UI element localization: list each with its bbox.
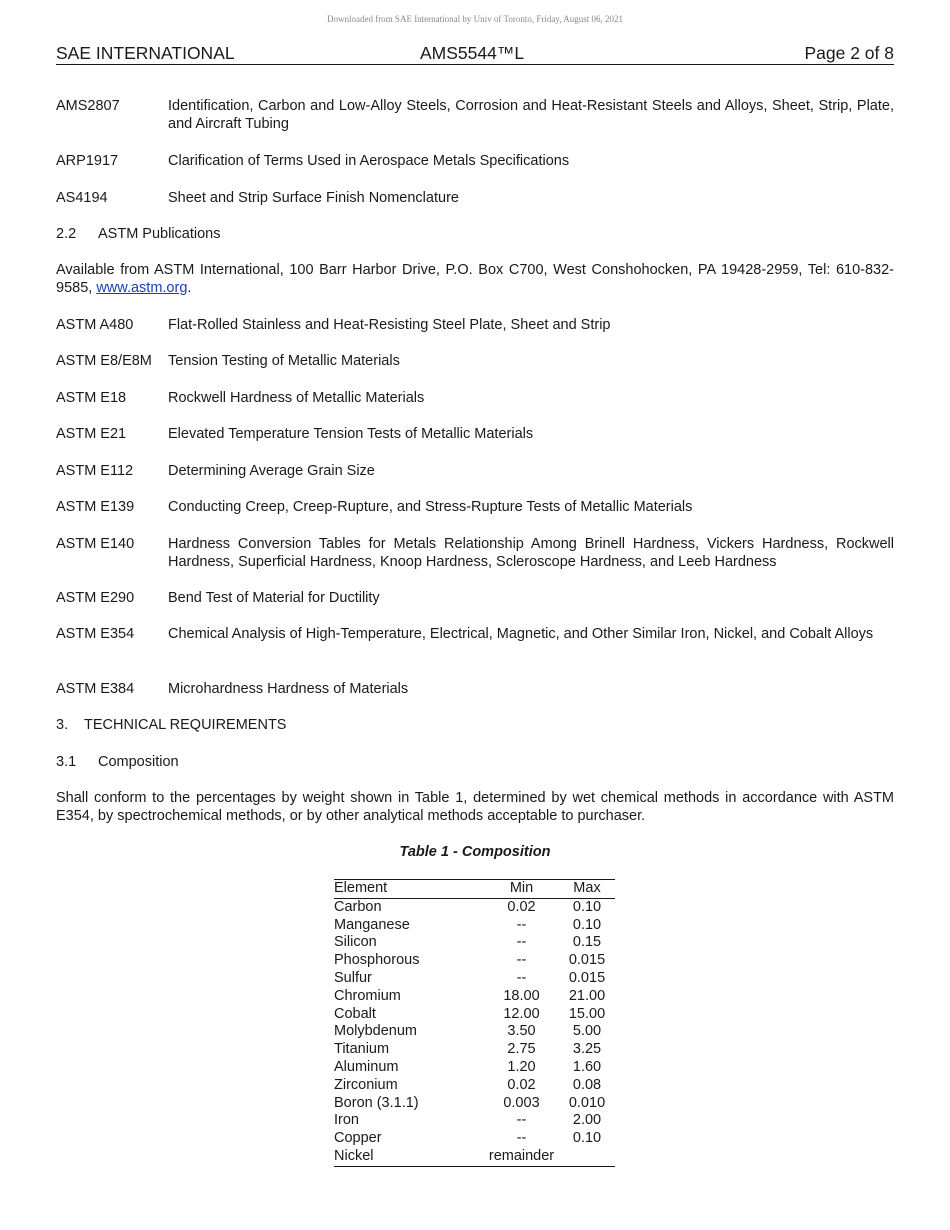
element-cell: Carbon (334, 898, 382, 915)
element-cell: Phosphorous (334, 952, 420, 969)
max-cell: 5.00 (572, 1023, 602, 1040)
composition-table (334, 879, 615, 1167)
max-cell: 3.25 (572, 1041, 602, 1058)
element-cell: Iron (334, 1112, 359, 1129)
element-cell: Boron (3.1.1) (334, 1094, 419, 1111)
reference-code: ASTM E139 (56, 499, 135, 515)
min-cell: 0.003 (503, 1094, 540, 1111)
table-row (334, 1077, 615, 1095)
header-page-number: Page 2 of 8 (804, 43, 894, 63)
reference-entry (56, 680, 894, 698)
min-cell: 3.50 (507, 1023, 536, 1040)
table-row (334, 934, 615, 952)
reference-code: AMS2807 (56, 98, 120, 114)
reference-title: Microhardness Hardness of Materials (168, 681, 409, 697)
element-cell: Nickel (334, 1148, 484, 1166)
section-heading-2-2 (56, 225, 221, 243)
reference-code: ASTM E354 (56, 626, 135, 642)
max-cell: 0.10 (572, 916, 602, 933)
table-row (334, 1059, 615, 1077)
reference-entry (56, 352, 894, 370)
reference-entry (56, 152, 894, 170)
table-row (334, 970, 615, 988)
element-cell: Cobalt (334, 1005, 376, 1022)
reference-code: ASTM E112 (56, 463, 134, 479)
reference-code: ASTM E8/E8M (56, 353, 152, 369)
min-cell: 0.02 (507, 1076, 536, 1093)
element-cell: Titanium (334, 1041, 390, 1058)
element-cell: Molybdenum (334, 1023, 418, 1040)
reference-title: Flat-Rolled Stainless and Heat-Resisting Steel Plate, Sheet and Strip (168, 317, 611, 333)
reference-entry (56, 189, 894, 207)
min-cell: -- (516, 1130, 527, 1147)
min-cell: 1.20 (507, 1058, 536, 1075)
table-row (334, 1095, 615, 1113)
table-row (334, 1112, 615, 1130)
reference-title: Chemical Analysis of High-Temperature, Electrical, Magnetic, and Other Similar Iron, Nickel, and Cobalt Alloys (168, 626, 874, 642)
section-title: TECHNICAL REQUIREMENTS (84, 717, 287, 733)
section-number: 3. (56, 717, 69, 733)
section-heading-3-1 (56, 753, 179, 771)
element-cell: Chromium (334, 987, 401, 1004)
min-cell: -- (516, 969, 527, 986)
element-cell: Manganese (334, 916, 410, 933)
max-cell: 0.08 (572, 1076, 602, 1093)
element-cell: Sulfur (334, 969, 372, 986)
column-header-min: Min (484, 880, 559, 899)
reference-title: Conducting Creep, Creep-Rupture, and Stress-Rupture Tests of Metallic Materials (168, 499, 693, 515)
min-cell: 18.00 (503, 987, 540, 1004)
max-cell: 0.10 (572, 1130, 602, 1147)
astm-availability-paragraph (56, 261, 894, 297)
reference-code: ASTM E18 (56, 390, 127, 406)
reference-entry (56, 389, 894, 407)
section-title: Composition (98, 754, 179, 770)
reference-entry (56, 625, 894, 643)
min-cell: 2.75 (507, 1041, 536, 1058)
availability-end: . (187, 280, 192, 296)
availability-text: Available from ASTM International, 100 Barr Harbor Drive, P.O. Box C700, West Conshohocken, PA 19428-2959, Tel: 610-832-9585, (56, 262, 894, 296)
max-cell: 0.015 (568, 969, 606, 986)
max-cell: 0.010 (568, 1094, 606, 1111)
reference-code: ARP1917 (56, 153, 119, 169)
reference-entry (56, 316, 894, 334)
max-cell: 0.10 (572, 898, 602, 915)
element-cell: Copper (334, 1130, 382, 1147)
column-header-max: Max (559, 880, 615, 899)
reference-code: AS4194 (56, 190, 108, 206)
max-cell (559, 1148, 615, 1166)
composition-paragraph: Shall conform to the percentages by weight shown in Table 1, determined by wet chemical methods in accordance with ASTM E354, by spectrochemical methods, or by other analytical methods acceptable to purchaser. (56, 790, 894, 824)
reference-title: Tension Testing of Metallic Materials (168, 353, 400, 369)
min-cell: 12.00 (503, 1005, 540, 1022)
reference-entry (56, 425, 894, 443)
reference-title: Clarification of Terms Used in Aerospace Metals Specifications (168, 153, 570, 169)
reference-title: Determining Average Grain Size (168, 463, 375, 479)
header-doc-id: AMS5544™L (420, 43, 525, 63)
reference-entry (56, 535, 894, 571)
reference-code: ASTM E140 (56, 536, 135, 552)
min-cell: remainder (484, 1148, 559, 1166)
reference-code: ASTM E384 (56, 681, 135, 697)
page-header (56, 44, 894, 65)
reference-code: ASTM E21 (56, 426, 127, 442)
table-row (334, 1023, 615, 1041)
reference-entry (56, 462, 894, 480)
table-caption: Table 1 - Composition (399, 844, 551, 860)
reference-title: Hardness Conversion Tables for Metals Relationship Among Brinell Hardness, Vickers Hardness, Rockwell Hardness, Superficial Hardness, Knoop Hardness, Scleroscope Hardness, and Leeb Hardness (168, 536, 894, 570)
table-row (334, 1148, 615, 1166)
reference-entry (56, 589, 894, 607)
table-row (334, 1041, 615, 1059)
reference-title: Rockwell Hardness of Metallic Materials (168, 390, 425, 406)
table-header-row (334, 880, 615, 899)
min-cell: -- (516, 952, 527, 969)
table-row (334, 952, 615, 970)
section-number: 3.1 (56, 754, 77, 770)
max-cell: 21.00 (568, 987, 606, 1004)
astm-website-link[interactable]: www.astm.org (96, 280, 188, 296)
table-row (334, 988, 615, 1006)
section-number: 2.2 (56, 226, 77, 242)
element-cell: Aluminum (334, 1058, 399, 1075)
table-row (334, 1006, 615, 1024)
section-heading-3 (56, 716, 286, 734)
max-cell: 0.15 (572, 934, 602, 951)
min-cell: 0.02 (507, 898, 536, 915)
reference-title: Bend Test of Material for Ductility (168, 590, 380, 606)
reference-code: ASTM A480 (56, 317, 134, 333)
max-cell: 0.015 (568, 952, 606, 969)
reference-title: Elevated Temperature Tension Tests of Metallic Materials (168, 426, 534, 442)
max-cell: 1.60 (572, 1058, 602, 1075)
max-cell: 2.00 (572, 1112, 602, 1129)
max-cell: 15.00 (568, 1005, 606, 1022)
header-org: SAE INTERNATIONAL (56, 43, 235, 63)
element-cell: Zirconium (334, 1076, 398, 1093)
reference-entry (56, 498, 894, 516)
reference-title: Sheet and Strip Surface Finish Nomenclature (168, 190, 459, 206)
table-row (334, 898, 615, 916)
reference-title: Identification, Carbon and Low-Alloy Steels, Corrosion and Heat-Resistant Steels and Alloys, Sheet, Strip, Plate, and Aircraft Tubing (168, 98, 894, 132)
reference-entry (56, 97, 894, 133)
download-watermark: Downloaded from SAE International by Univ of Toronto, Friday, August 06, 2021 (326, 14, 624, 24)
table-row (334, 917, 615, 935)
reference-code: ASTM E290 (56, 590, 135, 606)
table-row (334, 1130, 615, 1148)
element-cell: Silicon (334, 934, 377, 951)
column-header-element: Element (334, 880, 484, 899)
min-cell: -- (516, 916, 527, 933)
section-title: ASTM Publications (98, 226, 221, 242)
min-cell: -- (516, 1112, 527, 1129)
min-cell: -- (516, 934, 527, 951)
